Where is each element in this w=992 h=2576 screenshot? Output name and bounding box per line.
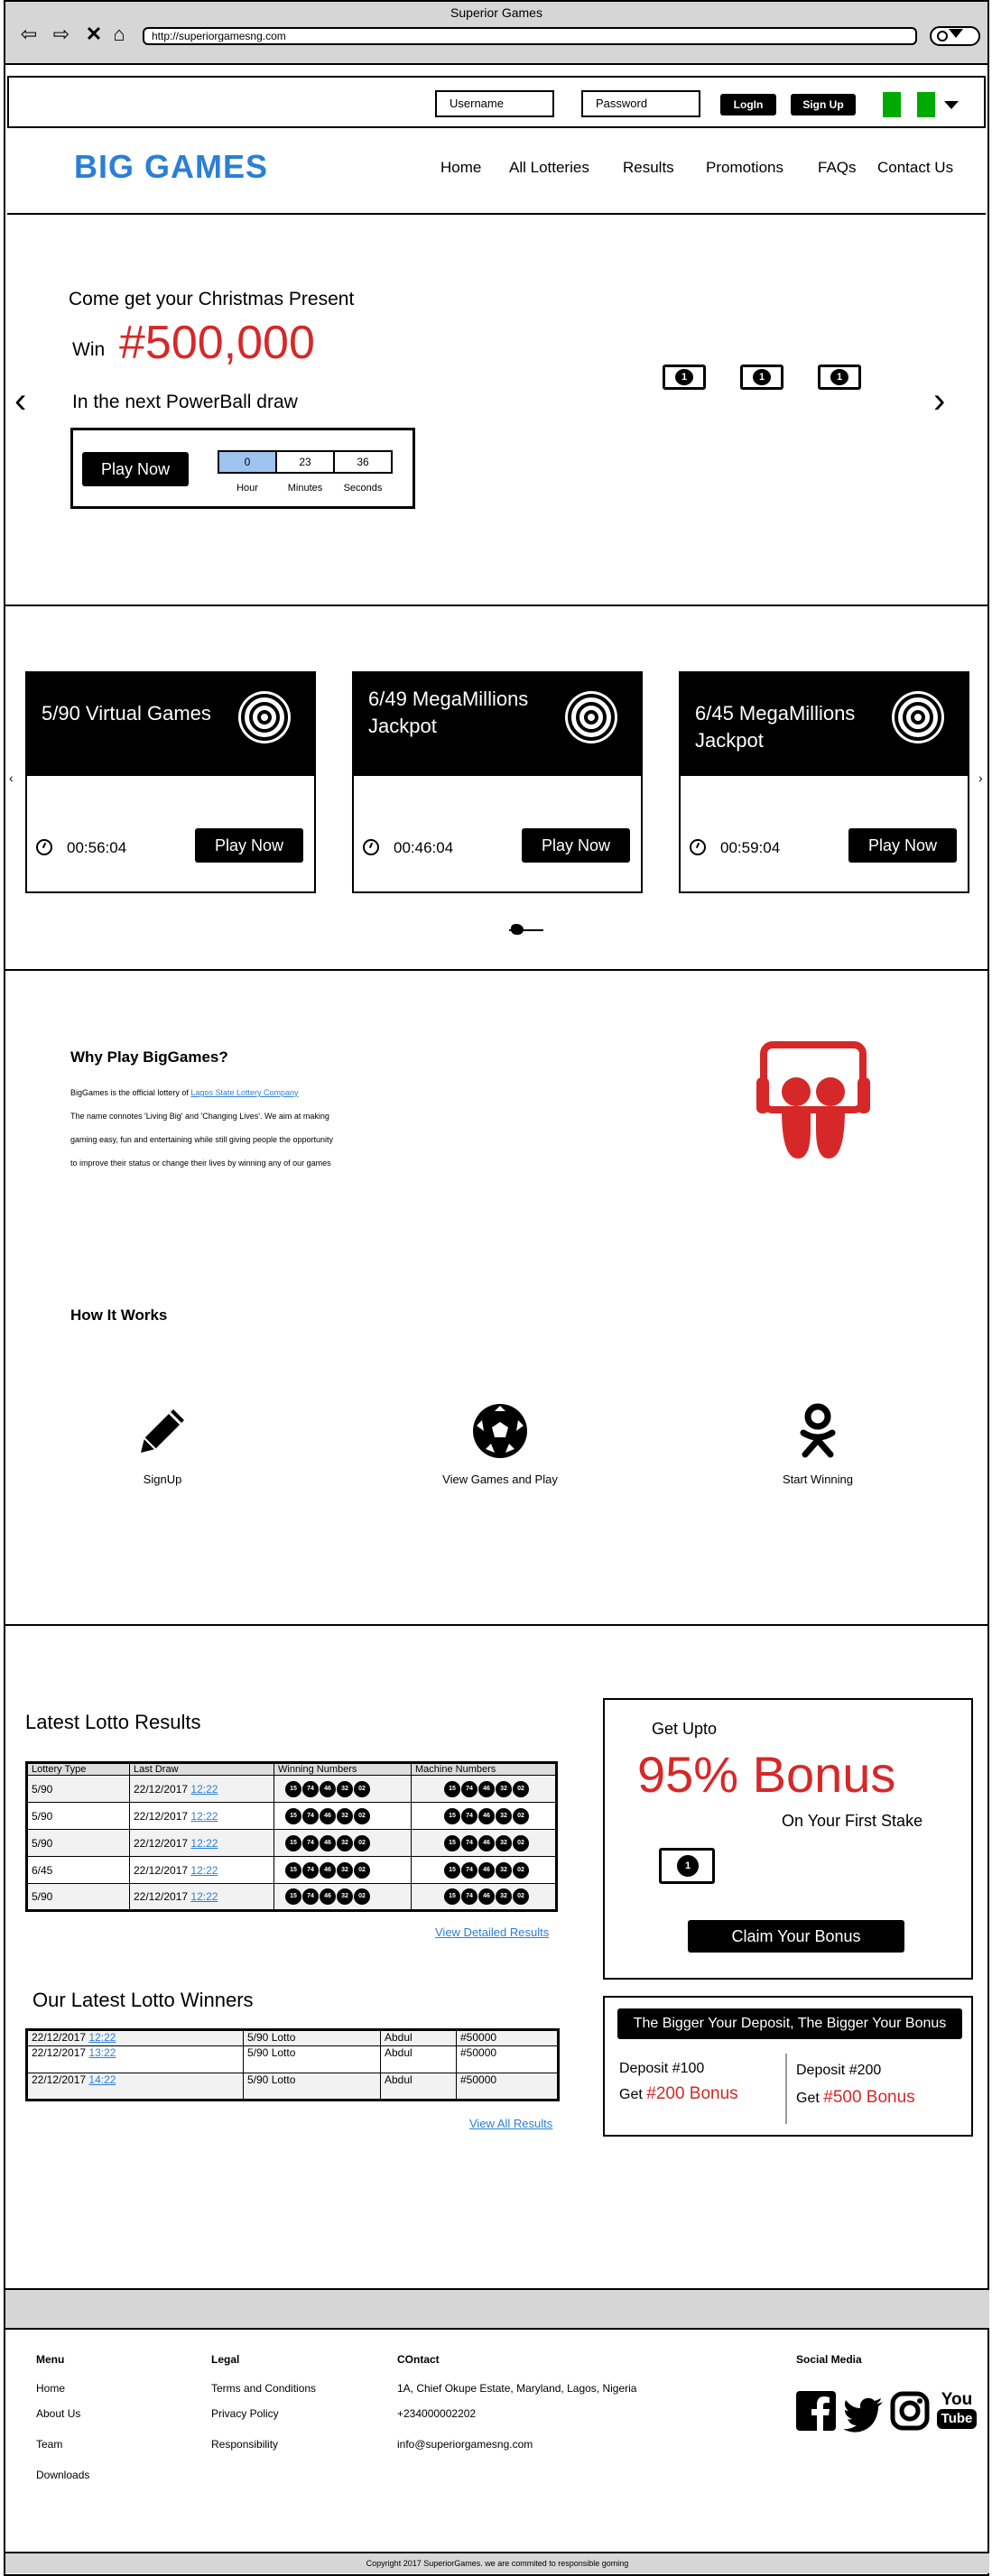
number-ball: 74 — [302, 1835, 319, 1851]
game-card-header — [27, 673, 314, 776]
countdown-minutes: 23 — [275, 450, 335, 474]
draw-date: 22/12/2017 — [134, 1863, 189, 1877]
last-draw-cell — [130, 1857, 274, 1884]
number-ball: 46 — [320, 1835, 336, 1851]
instagram-icon[interactable] — [890, 2391, 930, 2431]
numbers-cell — [274, 1776, 412, 1803]
draw-date: 22/12/2017 — [134, 1782, 189, 1796]
number-ball: 46 — [320, 1862, 336, 1879]
number-ball: 32 — [337, 1862, 353, 1879]
footer-phone: +234000002202 — [397, 2407, 477, 2420]
number-ball: 02 — [513, 1835, 529, 1851]
results-table — [25, 1761, 558, 1912]
numbers-cell — [412, 1776, 557, 1803]
number-ball: 02 — [354, 1888, 370, 1905]
money-icon: 1 — [663, 365, 706, 390]
number-ball: 02 — [513, 1808, 529, 1824]
copyright: Copyright 2017 SuperiorGames. we are commited to responsible goming — [5, 2552, 989, 2573]
slideshare-icon — [755, 1041, 872, 1164]
col-header: Lottery Type — [27, 1763, 130, 1776]
target-icon — [892, 691, 944, 743]
number-ball: 15 — [285, 1781, 301, 1797]
footer-link-downloads[interactable]: Downloads — [36, 2469, 90, 2481]
youtube-icon[interactable] — [937, 2391, 977, 2431]
number-ball: 15 — [444, 1781, 460, 1797]
number-ball: 32 — [496, 1888, 512, 1905]
facebook-icon[interactable] — [796, 2391, 836, 2431]
game-play-button[interactable]: Play Now — [195, 828, 303, 863]
number-ball: 15 — [444, 1835, 460, 1851]
countdown-hours: 0 — [218, 450, 277, 474]
number-ball: 74 — [461, 1888, 477, 1905]
winner-amount-cell: #50000 — [457, 2046, 559, 2073]
last-draw-cell — [130, 1803, 274, 1830]
view-all-results-link[interactable]: View All Results — [469, 2117, 553, 2130]
number-ball: 46 — [478, 1835, 495, 1851]
draw-time-link[interactable]: 12:22 — [190, 1890, 218, 1903]
step-view-games — [392, 1402, 608, 1486]
game-timer — [36, 839, 126, 857]
chevron-left-icon[interactable]: ‹ — [9, 771, 14, 785]
nav-all-lotteries[interactable]: All Lotteries — [509, 159, 589, 176]
winner-name-cell: Abdul — [381, 2073, 457, 2101]
signup-button[interactable]: Sign Up — [791, 94, 856, 115]
numbers-cell — [412, 1803, 557, 1830]
footer-band — [5, 2288, 989, 2330]
target-icon — [565, 691, 617, 743]
winners-table — [25, 2028, 560, 2101]
money-icon: 1 — [818, 365, 861, 390]
number-ball: 46 — [320, 1781, 336, 1797]
step-signup — [54, 1402, 271, 1486]
site-header — [7, 132, 986, 215]
countdown-panel — [70, 428, 415, 509]
carousel-dot[interactable] — [511, 924, 524, 935]
game-play-button[interactable]: Play Now — [848, 828, 957, 863]
number-ball: 74 — [461, 1835, 477, 1851]
game-title: 5/90 Virtual Games — [42, 702, 211, 725]
table-row — [27, 1830, 557, 1857]
number-ball: 32 — [496, 1808, 512, 1824]
number-ball: 02 — [354, 1835, 370, 1851]
winner-amount-cell: #50000 — [457, 2030, 559, 2046]
win-time-link[interactable]: 12:22 — [88, 2031, 116, 2044]
nav-results[interactable]: Results — [623, 159, 674, 176]
twitter-icon[interactable] — [843, 2395, 883, 2434]
password-field[interactable]: Password — [581, 90, 700, 117]
lottery-type-cell: 5/90 — [27, 1803, 130, 1830]
nav-contact-us[interactable]: Contact Us — [877, 159, 954, 176]
number-ball: 15 — [444, 1808, 460, 1824]
table-row — [27, 1803, 557, 1830]
login-button[interactable]: LogIn — [720, 94, 776, 115]
draw-time-link[interactable]: 12:22 — [190, 1836, 218, 1850]
clock-icon — [363, 839, 379, 855]
lottery-type-cell: 5/90 — [27, 1830, 130, 1857]
table-row — [27, 2073, 559, 2101]
number-ball: 15 — [285, 1835, 301, 1851]
table-row — [27, 1884, 557, 1911]
step-label: Start Winning — [782, 1473, 854, 1486]
draw-date: 22/12/2017 — [134, 1890, 189, 1903]
game-card[interactable] — [25, 671, 316, 893]
step-start-winning — [709, 1402, 926, 1486]
lagos-lottery-link[interactable]: Lagos State Lottery Company — [190, 1088, 299, 1097]
odnoklassniki-icon — [789, 1402, 847, 1460]
bonus-panel — [603, 1698, 973, 1980]
number-ball: 46 — [478, 1808, 495, 1824]
countdown-seconds: 36 — [333, 450, 393, 474]
nav-promotions[interactable]: Promotions — [706, 159, 783, 176]
game-timer-value: 00:59:04 — [720, 839, 781, 856]
number-ball: 02 — [354, 1808, 370, 1824]
number-ball: 32 — [496, 1862, 512, 1879]
chevron-left-icon[interactable]: ‹ — [14, 381, 27, 420]
footer-link-home[interactable]: Home — [36, 2382, 66, 2395]
view-detailed-results-link[interactable]: View Detailed Results — [435, 1925, 550, 1939]
draw-date: 22/12/2017 — [134, 1836, 189, 1850]
deposit-title: The Bigger Your Deposit, The Bigger Your Bonus — [617, 2008, 962, 2039]
countdown-label: Seconds — [343, 483, 383, 494]
winner-name-cell: Abdul — [381, 2046, 457, 2073]
footer-link-privacy[interactable]: Privacy Policy — [211, 2407, 279, 2420]
deposit-panel — [603, 1996, 973, 2137]
table-row — [27, 1776, 557, 1803]
hero-banner — [5, 217, 989, 606]
target-icon — [238, 691, 291, 743]
number-ball: 02 — [513, 1862, 529, 1879]
footer-social-title: Social Media — [796, 2353, 862, 2366]
number-ball: 46 — [478, 1888, 495, 1905]
col-header: Machine Numbers — [412, 1763, 557, 1776]
numbers-cell — [274, 1830, 412, 1857]
browser-chrome — [5, 2, 987, 65]
number-ball: 74 — [461, 1808, 477, 1824]
game-timer — [690, 839, 780, 857]
number-ball: 15 — [444, 1888, 460, 1905]
how-it-works-title: How It Works — [70, 1306, 168, 1324]
why-paragraph: The name connotes 'Living Big' and 'Changing Lives'. We aim at making — [70, 1112, 329, 1121]
countdown-label: Hour — [236, 483, 258, 494]
hero-play-button[interactable]: Play Now — [82, 452, 189, 486]
win-date: 22/12/2017 — [32, 2046, 87, 2059]
win-time-link[interactable]: 14:22 — [88, 2073, 116, 2086]
nav-home[interactable]: Home — [440, 159, 482, 176]
login-bar — [7, 76, 986, 128]
numbers-cell — [274, 1857, 412, 1884]
game-timer-value: 00:56:04 — [67, 839, 127, 856]
number-ball: 15 — [444, 1862, 460, 1879]
step-label: SignUp — [143, 1473, 182, 1486]
bonus-percent: 95% Bonus — [637, 1746, 896, 1803]
footer-link-terms[interactable]: Terms and Conditions — [211, 2382, 317, 2395]
about-section — [5, 973, 989, 1626]
clock-icon — [36, 839, 52, 855]
last-draw-cell — [130, 1776, 274, 1803]
draw-time-link[interactable]: 12:22 — [190, 1782, 218, 1796]
forward-arrow-icon[interactable]: ⇨ — [52, 23, 70, 45]
draw-date: 22/12/2017 — [134, 1809, 189, 1823]
winners-title: Our Latest Lotto Winners — [32, 1989, 254, 2011]
hero-headline: Come get your Christmas Present — [69, 289, 355, 309]
site-logo[interactable]: BIG GAMES — [74, 148, 269, 185]
number-ball: 15 — [285, 1808, 301, 1824]
number-ball: 74 — [461, 1862, 477, 1879]
lottery-type-cell: 6/45 — [27, 1857, 130, 1884]
col-header: Winning Numbers — [274, 1763, 412, 1776]
draw-time-link[interactable]: 12:22 — [190, 1809, 218, 1823]
why-text: BigGames is the official lottery of — [70, 1088, 189, 1097]
number-ball: 32 — [496, 1835, 512, 1851]
game-timer-value: 00:46:04 — [394, 839, 454, 856]
number-ball: 46 — [320, 1888, 336, 1905]
col-header: Last Draw — [130, 1763, 274, 1776]
window-title: Superior Games — [450, 5, 542, 20]
claim-bonus-button[interactable]: Claim Your Bonus — [688, 1920, 904, 1953]
footer-legal-title: Legal — [211, 2353, 240, 2366]
footer-address: 1A, Chief Okupe Estate, Maryland, Lagos, Nigeria — [397, 2382, 637, 2395]
number-ball: 02 — [354, 1781, 370, 1797]
footer-link-team[interactable]: Team — [36, 2438, 63, 2451]
number-ball: 02 — [513, 1888, 529, 1905]
winner-name-cell: Abdul — [381, 2030, 457, 2046]
bonus-amount: #200 Bonus — [646, 2084, 738, 2103]
game-title: 6/45 MegaMillions Jackpot — [695, 702, 856, 752]
close-icon[interactable]: ✕ — [85, 23, 103, 45]
youtube-text: You — [941, 2390, 973, 2409]
number-ball: 74 — [302, 1808, 319, 1824]
numbers-cell — [412, 1830, 557, 1857]
bonus-upto: Get Upto — [652, 1720, 718, 1738]
number-ball: 15 — [285, 1888, 301, 1905]
youtube-text: Tube — [937, 2409, 977, 2429]
last-draw-cell — [130, 1830, 274, 1857]
number-ball: 32 — [337, 1888, 353, 1905]
game-card-header — [354, 673, 641, 776]
number-ball: 46 — [320, 1808, 336, 1824]
numbers-cell — [412, 1884, 557, 1911]
game-card[interactable] — [679, 671, 969, 893]
back-arrow-icon[interactable]: ⇦ — [20, 23, 38, 45]
clock-icon — [690, 839, 706, 855]
number-ball: 74 — [302, 1862, 319, 1879]
winner-amount-cell: #50000 — [457, 2073, 559, 2101]
bonus-amount: #500 Bonus — [823, 2088, 915, 2107]
flag-icon[interactable] — [917, 92, 935, 117]
money-icon: 1 — [659, 1848, 715, 1884]
footer-link-about[interactable]: About Us — [36, 2407, 81, 2420]
number-ball: 46 — [478, 1862, 495, 1879]
numbers-cell — [274, 1803, 412, 1830]
chevron-right-icon[interactable]: › — [978, 771, 983, 785]
winner-date-cell — [27, 2030, 244, 2046]
home-icon[interactable]: ⌂ — [113, 23, 125, 45]
url-input[interactable]: http://superiorgamesng.com — [143, 27, 917, 45]
number-ball: 32 — [337, 1835, 353, 1851]
number-ball: 02 — [354, 1862, 370, 1879]
win-date: 22/12/2017 — [32, 2031, 87, 2044]
lottery-type-cell: 5/90 — [27, 1776, 130, 1803]
chevron-down-icon[interactable] — [949, 29, 963, 38]
game-card[interactable] — [352, 671, 643, 893]
results-section — [5, 1628, 989, 2286]
last-draw-cell — [130, 1884, 274, 1911]
chevron-down-icon[interactable] — [944, 101, 959, 109]
site-footer — [5, 2331, 989, 2552]
get-label: Get — [796, 2091, 820, 2106]
flag-icon[interactable] — [883, 92, 901, 117]
numbers-cell — [274, 1884, 412, 1911]
footer-contact-title: COntact — [397, 2353, 440, 2366]
why-paragraph — [70, 1088, 299, 1097]
hero-subline: In the next PowerBall draw — [72, 392, 298, 412]
winner-date-cell — [27, 2073, 244, 2101]
why-title: Why Play BigGames? — [70, 1048, 228, 1066]
chevron-right-icon[interactable]: › — [933, 381, 946, 420]
soccer-ball-icon — [471, 1402, 529, 1460]
money-icon: 1 — [740, 365, 783, 390]
step-label: View Games and Play — [442, 1473, 558, 1486]
footer-link-responsibility[interactable]: Responsibility — [211, 2438, 279, 2451]
nav-faqs[interactable]: FAQs — [818, 159, 857, 176]
table-row — [27, 2030, 559, 2046]
draw-time-link[interactable]: 12:22 — [190, 1863, 218, 1877]
divider — [785, 2054, 787, 2124]
table-row — [27, 1857, 557, 1884]
countdown-label: Minutes — [287, 483, 323, 494]
games-carousel — [5, 608, 989, 971]
number-ball: 46 — [478, 1781, 495, 1797]
footer-email[interactable]: info@superiorgamesng.com — [397, 2438, 533, 2451]
win-time-link[interactable]: 13:22 — [88, 2046, 116, 2059]
username-field[interactable]: Username — [435, 90, 554, 117]
search-icon — [937, 31, 948, 42]
bonus-first-stake: On Your First Stake — [782, 1812, 923, 1830]
footer-menu-title: Menu — [36, 2353, 65, 2366]
deposit-left-amount: Deposit #100 — [619, 2061, 705, 2076]
win-date: 22/12/2017 — [32, 2073, 87, 2086]
get-label: Get — [619, 2087, 643, 2102]
game-play-button[interactable]: Play Now — [522, 828, 630, 863]
why-paragraph: to improve their status or change their lives by winning any of our games — [70, 1159, 331, 1168]
deposit-right-amount: Deposit #200 — [796, 2063, 882, 2078]
winner-game-cell: 5/90 Lotto — [244, 2073, 381, 2101]
number-ball: 32 — [337, 1808, 353, 1824]
pencil-icon — [134, 1402, 191, 1460]
number-ball: 32 — [337, 1781, 353, 1797]
number-ball: 15 — [285, 1862, 301, 1879]
number-ball: 74 — [461, 1781, 477, 1797]
results-title: Latest Lotto Results — [25, 1711, 201, 1733]
number-ball: 32 — [496, 1781, 512, 1797]
numbers-cell — [412, 1857, 557, 1884]
winner-game-cell: 5/90 Lotto — [244, 2046, 381, 2073]
number-ball: 74 — [302, 1781, 319, 1797]
why-paragraph: gaming easy, fun and entertaining while still giving people the opportunity — [70, 1135, 334, 1144]
deposit-right-bonus — [796, 2088, 915, 2108]
winner-date-cell — [27, 2046, 244, 2073]
deposit-left-bonus — [619, 2084, 738, 2104]
number-ball: 74 — [302, 1888, 319, 1905]
game-card-header — [681, 673, 968, 776]
hero-amount: #500,000 — [119, 317, 315, 369]
table-row — [27, 2046, 559, 2073]
winner-game-cell: 5/90 Lotto — [244, 2030, 381, 2046]
game-timer — [363, 839, 453, 857]
hero-win-label: Win — [72, 339, 106, 360]
lottery-type-cell: 5/90 — [27, 1884, 130, 1911]
game-title: 6/49 MegaMillions Jackpot — [368, 688, 529, 737]
number-ball: 02 — [513, 1781, 529, 1797]
